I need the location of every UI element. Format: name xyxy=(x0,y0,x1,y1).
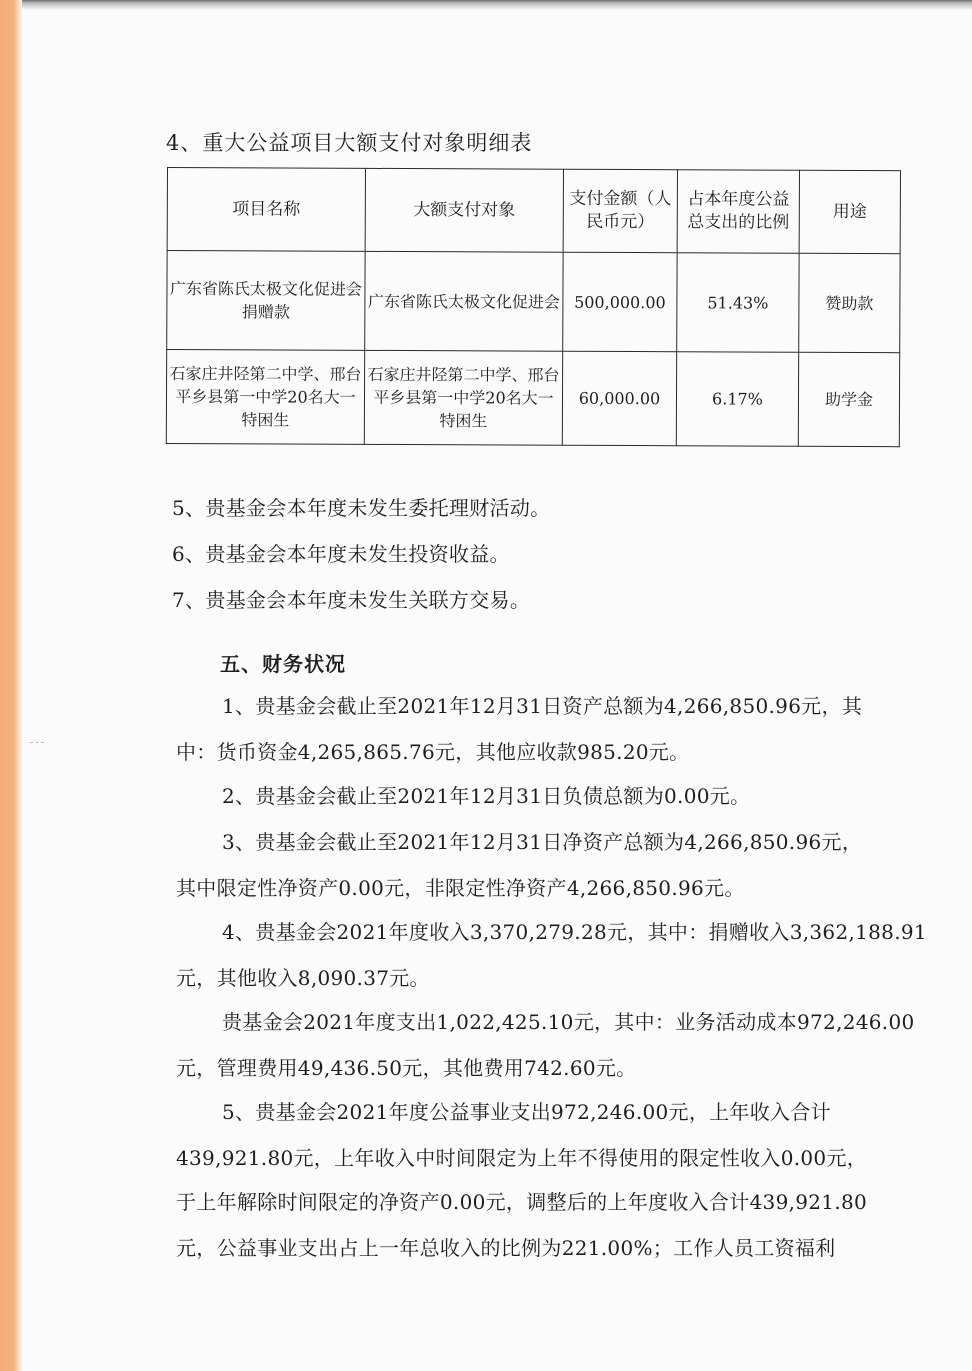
table-row xyxy=(167,251,900,353)
item-5: 5、贵基金会本年度未发生委托理财活动。 xyxy=(172,496,551,520)
cell-purpose: 助学金 xyxy=(798,352,899,446)
paragraph-line: 贵基金会2021年度支出1,022,425.10元，其中：业务活动成本972,246.00 xyxy=(222,1010,915,1034)
cell-purpose: 赞助款 xyxy=(799,253,900,352)
scan-edge-orange xyxy=(0,0,22,1371)
paragraph-line: 中：货币资金4,265,865.76元，其他应收款985.20元。 xyxy=(176,740,690,764)
table-row xyxy=(166,350,899,447)
header-payee: 大额支付对象 xyxy=(365,168,563,252)
paragraph-line: 2、贵基金会截止至2021年12月31日负债总额为0.00元。 xyxy=(222,784,751,808)
cell-payee: 广东省陈氏太极文化促进会 xyxy=(365,251,563,351)
paragraph-line: 其中限定性净资产0.00元，非限定性净资产4,266,850.96元。 xyxy=(176,876,745,900)
scan-mark xyxy=(30,742,44,749)
paragraph-line: 元，管理费用49,436.50元，其他费用742.60元。 xyxy=(176,1056,637,1080)
header-project-name: 项目名称 xyxy=(167,168,365,252)
paragraph-line: 于上年解除时间限定的净资产0.00元，调整后的上年度收入合计439,921.80 xyxy=(176,1190,868,1214)
cell-ratio: 6.17% xyxy=(676,352,798,447)
paragraph-line: 5、贵基金会2021年度公益事业支出972,246.00元，上年收入合计 xyxy=(222,1100,831,1124)
payment-detail-table xyxy=(166,167,901,447)
cell-amount: 500,000.00 xyxy=(563,252,677,351)
cell-amount: 60,000.00 xyxy=(562,351,676,445)
paragraph-line: 元，公益事业支出占上一年总收入的比例为221.00%；工作人员工资福利 xyxy=(176,1236,836,1260)
item-6: 6、贵基金会本年度未发生投资收益。 xyxy=(172,542,510,566)
header-amount: 支付金额（人民币元） xyxy=(563,169,677,252)
cell-ratio: 51.43% xyxy=(677,253,799,353)
scan-edge-top xyxy=(22,0,972,10)
item-7: 7、贵基金会本年度未发生关联方交易。 xyxy=(172,588,531,612)
table-header-row xyxy=(167,168,900,254)
cell-project-name: 广东省陈氏太极文化促进会捐赠款 xyxy=(167,251,365,351)
paragraph-line: 元，其他收入8,090.37元。 xyxy=(176,966,430,990)
paragraph-line: 4、贵基金会2021年度收入3,370,279.28元，其中：捐赠收入3,362,188.91 xyxy=(222,920,927,944)
paragraph-line: 3、贵基金会截止至2021年12月31日净资产总额为4,266,850.96元， xyxy=(222,830,863,854)
paragraph-line: 1、贵基金会截止至2021年12月31日资产总额为4,266,850.96元，其 xyxy=(222,694,863,718)
section-title: 4、重大公益项目大额支付对象明细表 xyxy=(166,131,533,155)
header-ratio: 占本年度公益总支出的比例 xyxy=(677,170,799,254)
cell-payee: 石家庄井陉第二中学、邢台平乡县第一中学20名大一特困生 xyxy=(364,350,562,445)
header-purpose: 用途 xyxy=(799,170,900,253)
cell-project-name: 石家庄井陉第二中学、邢台平乡县第一中学20名大一特困生 xyxy=(166,350,364,445)
paragraph-line: 439,921.80元，上年收入中时间限定为上年不得使用的限定性收入0.00元， xyxy=(176,1146,868,1170)
section-heading: 五、财务状况 xyxy=(220,652,346,676)
